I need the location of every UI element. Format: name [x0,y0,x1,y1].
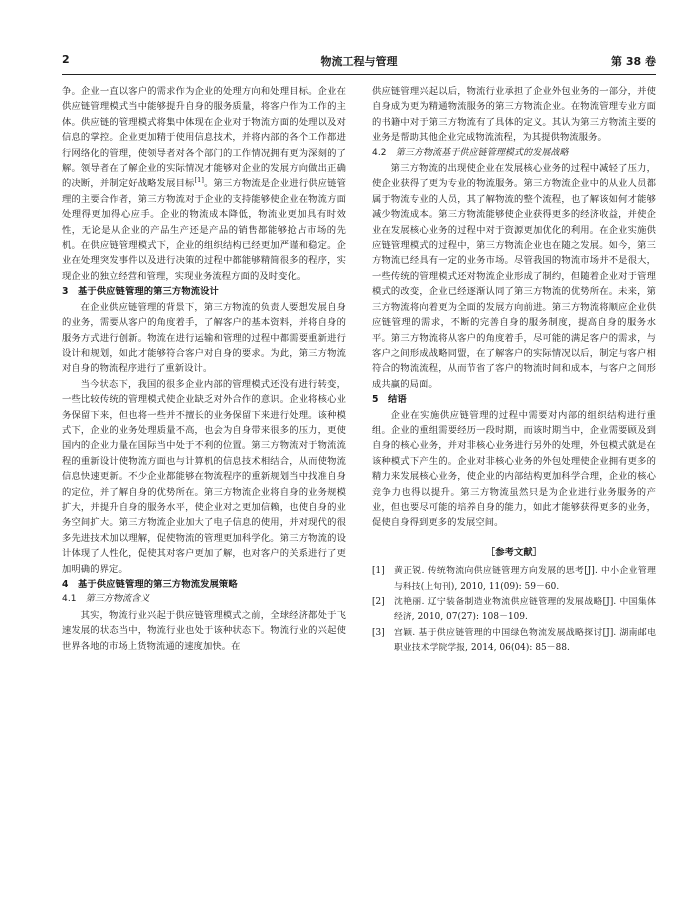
subsection-heading: 4.1 第三方物流含义 [62,594,150,605]
running-header [62,53,656,71]
references-title: ［参考文献］ [485,546,543,558]
paragraph: 第三方物流的出现使企业在发展核心业务的过程中减轻了压力，使企业获得了更为专业的物流服务。第三方物流企业中的从业人员都属于物流专业的人员，其了解物流的整个流程，也了解该如何才能够减少物流成本。第三方物流能够使企业获得更多的经济收益，并使企业在发展核心业务的过程中对于资源更加优化的利用。在企业实施供应链管理模式的过程中，第三方物流企业也在随之发展。如今，第三方物流已经具有一定的业务市场。尽管我国的物流市场并不是很大，一些传统的管理模式还对物流企业形成了制约，但随着企业对于管理模式的改变，企业已经逐渐认同了第三方物流的优势所在。未来，第三方物流将向着更为全面的发展方向前进。第三方物流将顺应企业供应链管理的需求，不断的完善自身的服务制度，提高自身的服务水平。第三方物流将从客户的角度着手，尽可能的满足客户的需求，与客户之间形成战略同盟，在了解客户的实际情况以后，制定与客户相符合的物流流程，从而节省了客户的物流时间和成本，与客户之间形成共赢的局面。 [372,163,656,390]
paragraph: 当今状态下，我国的很多企业内部的管理模式还没有进行转变，一些比较传统的管理模式使企业缺乏对外合作的意识。企业将核心业务保留下来，但也将一些并不擅长的业务保留下来进行处理。该种模式下，企业的业务处理质量不高，也会为自身带来很多的压力，更使国内的企业力量在国际当中处于不利的位置。第三方物流对于物流流程的重新设计使物流方面也与计算机的信息技术相结合，从而使物流信息快速更新。不少企业都能够在物流程序的重新规划当中找准自身的定位，并了解自身的优势所在。第三方物流企业将自身的业务规模扩大，并提升自身的服务水平，使企业对之更加信赖，也使自身的业务空间扩大。第三方物流企业加大了电子信息的使用，并对现代的很多先进技术加以理解，促使物流的管理更加科学化。第三方物流的设计体现了人性化，促使其对客户更加了解，也对客户的关系进行了更加明确的界定。 [62,378,346,575]
reference-item: [3] 宫颖. 基于供应链管理的中国绿色物流发展战略探讨[J]. 湖南邮电职业技术学院学报, 2014, 06(04): 85－88. [372,627,656,654]
page-number: 2 [62,53,70,66]
paragraph: 在企业供应链管理的背景下，第三方物流的负责人要想发展自身的业务，需要从客户的角度着手，了解客户的基本资料，并将自身的服务方式进行创新。物流在进行运输和管理的过程中都需要重新进行设计和规划，如此才能够符合客户对自身的要求。为此，第三方物流对自身的物流程序进行了重新设计。 [62,301,346,375]
reference-item: [1] 黄正锐. 传统物流向供应链管理方向发展的思考[J]. 中小企业管理与科技(上旬刊), 2010, 11(09): 59－60. [372,566,656,592]
citation-marker: [1] [194,176,205,185]
subsection-heading: 4.2 第三方物流基于供应链管理模式的发展战略 [372,147,569,158]
references-list [372,564,656,656]
left-column [62,84,346,654]
paragraph: 供应链管理兴起以后，物流行业承担了企业外包业务的一部分，并使自身成为更为精通物流服务的第三方物流企业。在物流管理专业方面的书籍中对于第三方物流有了具体的定义。其认为第三方物流主要的业务是帮助其他企业完成物流流程，为其提供物流服务。 [372,86,656,144]
header-rule [62,74,656,75]
volume-label: 第 38 卷 [611,55,656,68]
section-heading: 4 基于供应链管理的第三方物流发展策略 [62,579,238,590]
journal-title: 物流工程与管理 [320,55,398,68]
section-heading: 3 基于供应链管理的第三方物流设计 [62,286,219,298]
paragraph: 企业在实施供应链管理的过程中需要对内部的组织结构进行重组。企业的重组需要经历一段时期，而该时期当中，企业需要顾及到自身的核心业务，并对非核心业务进行另外的处理，外包模式就是在该种模式下产生的。企业对非核心业务的外包处理使企业拥有更多的精力来发展核心业务，使企业的内部结构更加科学合理，企业的核心竞争力也得以提升。第三方物流虽然只是为企业进行业务服务的产业，但也要尽可能的培养自身的能力，如此才能够获得更多的业务，促使自身得到更多的发展空间。 [372,409,656,529]
section-heading: 5 结语 [372,394,407,406]
reference-item: [2] 沈艳丽. 辽宁装备制造业物流供应链管理的发展战略[J]. 中国集体经济, 2010, 07(27): 108－109. [372,597,656,623]
paragraph: 争。企业一直以客户的需求作为企业的处理方向和处理目标。企业在供应链管理模式当中能够提升自身的服务质量，将客户作为工作的主体。供应链的管理模式将集中体现在企业对于物流方面的处理以及对信息的掌控。企业更加精于使用信息技术，并将内部的各个工作都进行网络化的管理，使领导者对各个部门的工作情况拥有更为深刻的了解。领导者在了解企业的实际情况才能够对企业的发展方向做出正确的决断，并制定好战略发展目标[1]。第三方物流是企业进行供应链管理的主要合作者，第三方物流对于企业的支持能够使企业在物流方面处理得更加得心应手。企业的物流成本降低，物流业更加具有时效性，无论是从企业的产品生产还是产品的销售都能够抢占市场的先机。在供应链管理模式下，企业的组织结构已经更加严谨和稳定。企业在处理突发事件以及进行决策的过程中都能够精简很多的程序，实现企业的独立经营和管理，实现业务流程方面的及时变化。 [62,86,346,282]
right-column [372,84,656,657]
paragraph: 其实，物流行业兴起于供应链管理模式之前，全球经济都处于飞速发展的状态当中，物流行业也处于该种状态下。物流行业的兴起使世界各地的市场上货物流通的速度加快。在 [62,609,346,652]
